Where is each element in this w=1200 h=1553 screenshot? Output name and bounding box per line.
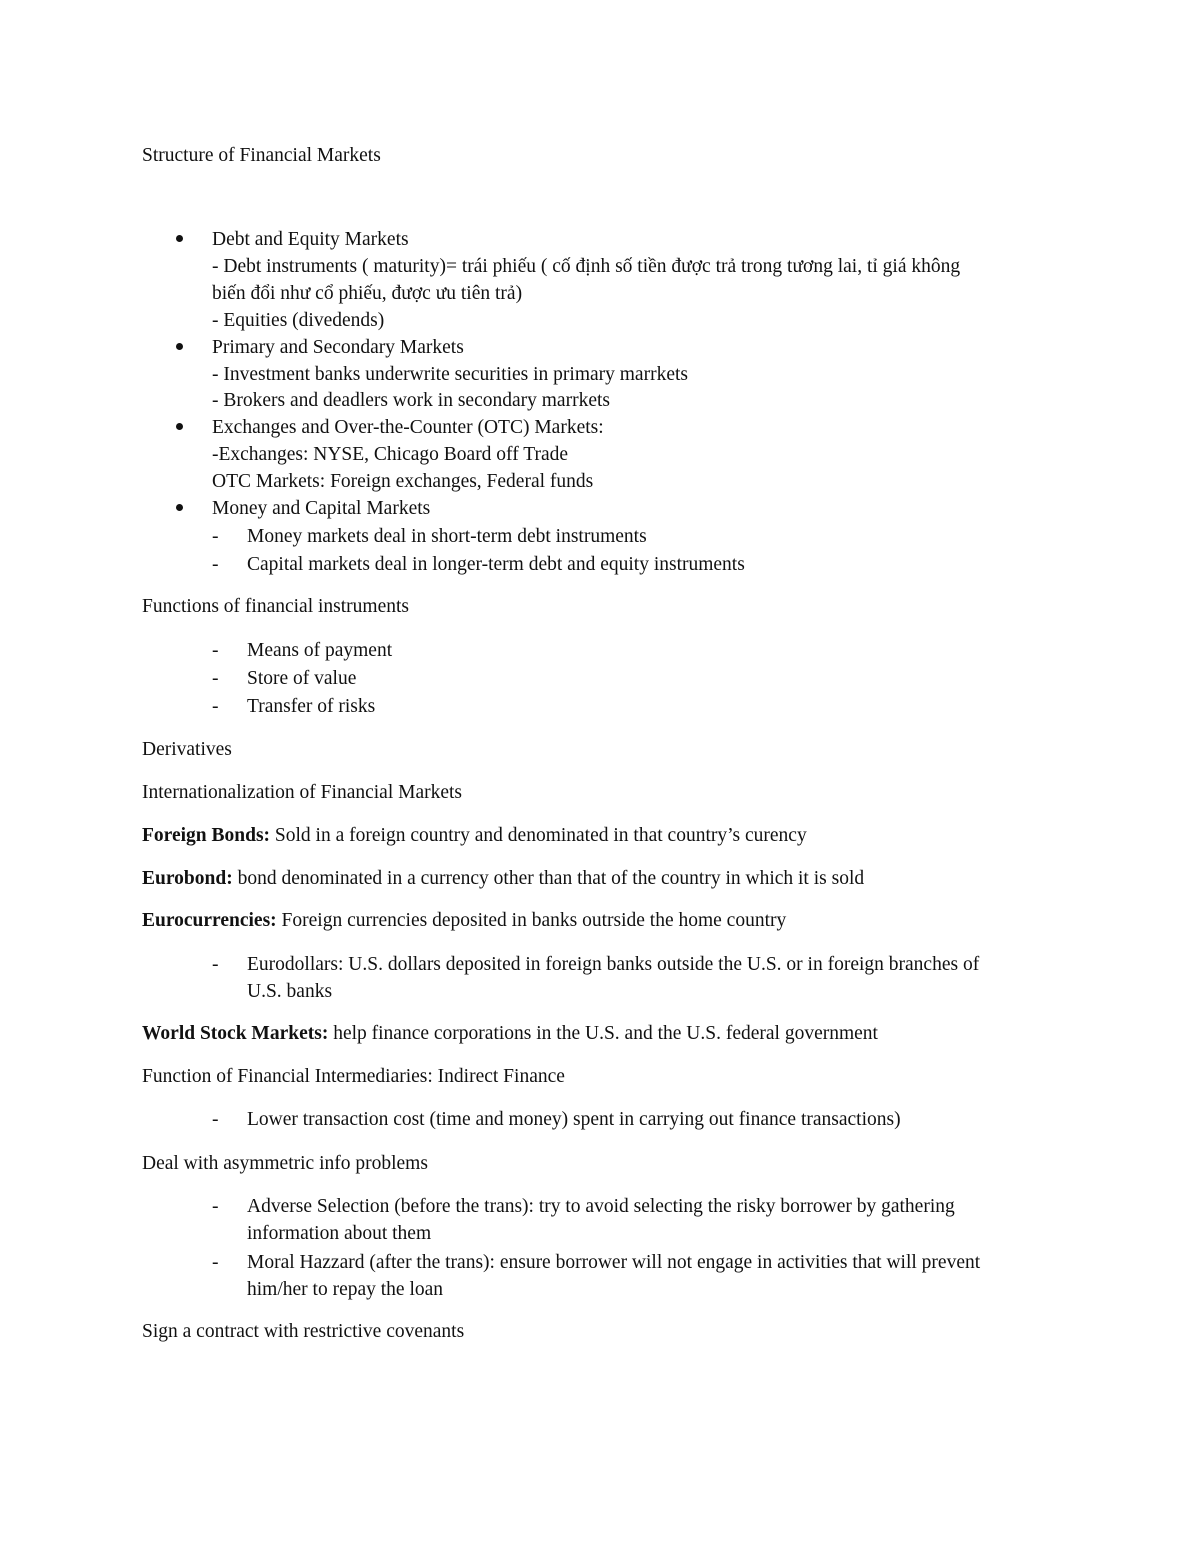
dash-marker: - [212, 668, 219, 689]
bullet-line: -Exchanges: NYSE, Chicago Board off Trade [212, 444, 568, 465]
term-label: Foreign Bonds: [142, 825, 271, 846]
bullet-line: - Debt instruments ( maturity)= trái phiếu ( cố định số tiền được trả trong tương lai, tỉ giá không [212, 256, 961, 277]
bullet-heading-primary-secondary: Primary and Secondary Markets [212, 337, 464, 358]
dash-marker: - [212, 696, 219, 717]
bullet-line: - Investment banks underwrite securities in primary marrkets [212, 364, 688, 385]
dash-marker: - [212, 1109, 219, 1130]
list-item: Capital markets deal in longer-term debt and equity instruments [247, 554, 745, 575]
bullet-line: - Equities (divedends) [212, 310, 385, 331]
list-item: Moral Hazzard (after the trans): ensure borrower will not engage in activities that will prevent [247, 1252, 981, 1273]
list-item: Eurodollars: U.S. dollars deposited in foreign banks outside the U.S. or in foreign branches of [247, 954, 980, 975]
section-title-derivatives: Derivatives [142, 739, 232, 760]
dash-marker: - [212, 1252, 219, 1273]
bullet-marker [176, 423, 183, 430]
definition-text: Foreign currencies deposited in banks outrside the home country [276, 910, 787, 931]
definition-text: help finance corporations in the U.S. and the U.S. federal government [328, 1023, 878, 1044]
definition-world-stock-markets [142, 1024, 878, 1044]
bullet-marker [176, 343, 183, 350]
list-item: Adverse Selection (before the trans): try to avoid selecting the risky borrower by gathering [247, 1196, 955, 1217]
definition-text: Sold in a foreign country and denominated in that country’s curency [270, 825, 807, 846]
section-title-contract: Sign a contract with restrictive covenants [142, 1321, 465, 1342]
list-item: Store of value [247, 668, 357, 689]
bullet-marker [176, 235, 183, 242]
dash-marker: - [212, 1196, 219, 1217]
list-item: Lower transaction cost (time and money) spent in carrying out finance transactions) [247, 1109, 901, 1130]
definition-eurocurrencies [142, 911, 786, 931]
term-label: Eurobond: [142, 868, 233, 889]
section-title-asymmetric: Deal with asymmetric info problems [142, 1153, 428, 1174]
definition-eurobond [142, 869, 864, 889]
dash-marker: - [212, 526, 219, 547]
bullet-heading-money-capital: Money and Capital Markets [212, 498, 431, 519]
section-title-internationalization: Internationalization of Financial Markets [142, 782, 463, 803]
dash-marker: - [212, 554, 219, 575]
list-item-continuation: U.S. banks [247, 981, 333, 1002]
bullet-heading-debt-equity: Debt and Equity Markets [212, 229, 409, 250]
bullet-marker [176, 504, 183, 511]
list-item: Transfer of risks [247, 696, 376, 717]
bullet-line: OTC Markets: Foreign exchanges, Federal funds [212, 471, 594, 492]
list-item: Money markets deal in short-term debt instruments [247, 526, 647, 547]
list-item-continuation: him/her to repay the loan [247, 1279, 444, 1300]
section-title-structure: Structure of Financial Markets [142, 145, 381, 166]
definition-text: bond denominated in a currency other than that of the country in which it is sold [232, 868, 865, 889]
term-label: Eurocurrencies: [142, 910, 277, 931]
section-title-functions: Functions of financial instruments [142, 596, 410, 617]
bullet-line: biến đổi như cổ phiếu, được ưu tiên trả) [212, 283, 523, 304]
term-label: World Stock Markets: [142, 1023, 329, 1044]
dash-marker: - [212, 954, 219, 975]
dash-marker: - [212, 640, 219, 661]
bullet-line: - Brokers and deadlers work in secondary marrkets [212, 390, 610, 411]
list-item: Means of payment [247, 640, 393, 661]
section-title-intermediaries: Function of Financial Intermediaries: Indirect Finance [142, 1066, 565, 1087]
bullet-heading-exchanges-otc: Exchanges and Over-the-Counter (OTC) Markets: [212, 417, 604, 438]
definition-foreign-bonds [142, 826, 807, 846]
list-item-continuation: information about them [247, 1223, 432, 1244]
